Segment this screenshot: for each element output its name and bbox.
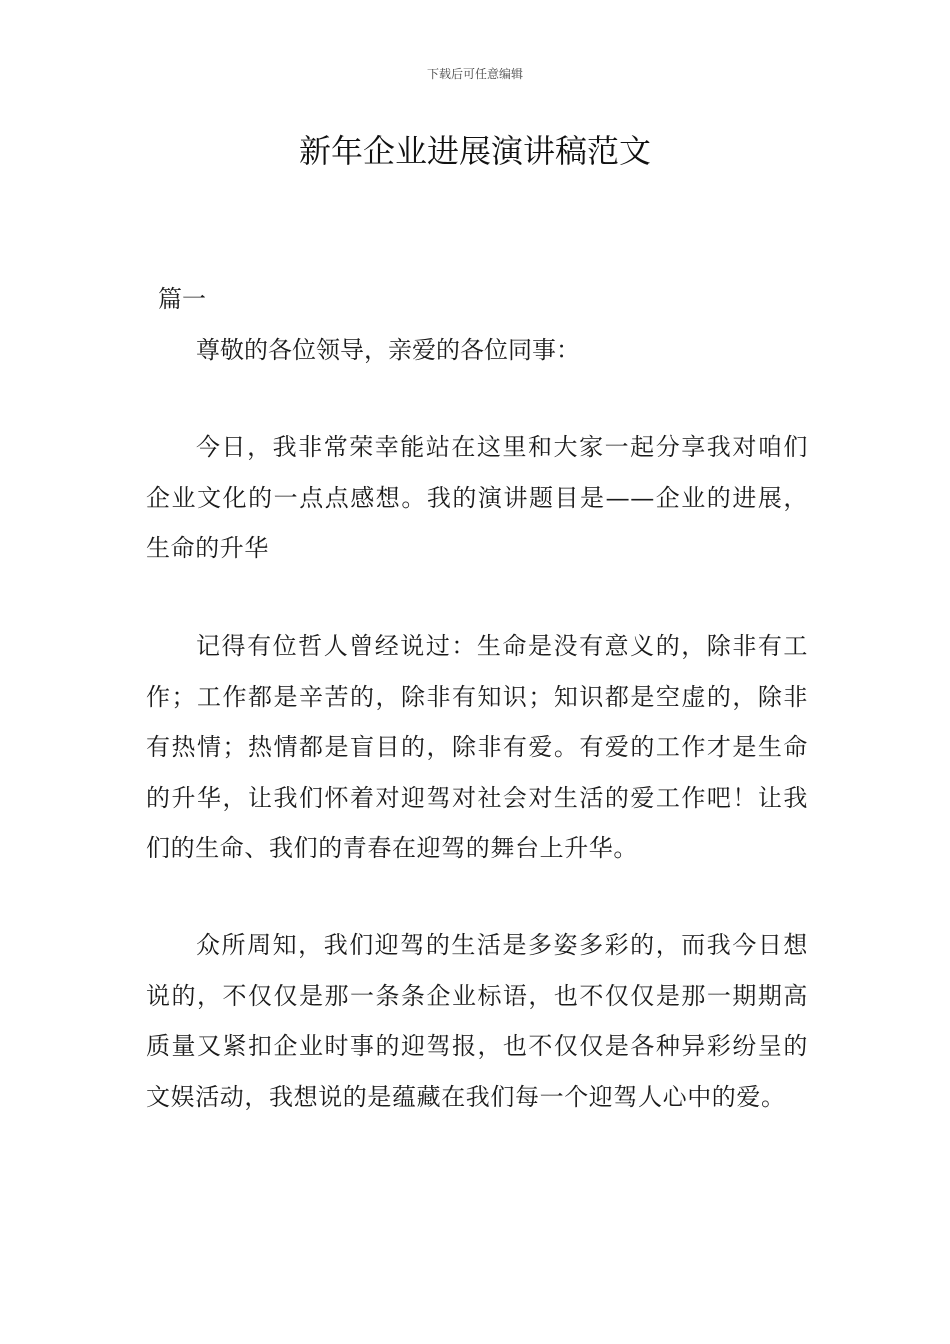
section-label: 篇一 xyxy=(158,285,206,313)
paragraph-3: 众所周知，我们迎驾的生活是多姿多彩的，而我今日想说的，不仅仅是那一条条企业标语，也不仅仅是那一期期高质量又紧扣企业时事的迎驾报，也不仅仅是各种异彩纷呈的文娱活动，我想说的是蕴藏在我们每一个迎驾人心中的爱。 xyxy=(146,931,808,1111)
document-title: 新年企业进展演讲稿范文 xyxy=(298,132,651,170)
salutation: 尊敬的各位领导，亲爱的各位同事： xyxy=(196,336,580,364)
paragraph-1: 今日，我非常荣幸能站在这里和大家一起分享我对咱们企业文化的一点点感想。我的演讲题目是——企业的进展，生命的升华 xyxy=(146,433,808,562)
header-note: 下载后可任意编辑 xyxy=(426,67,523,81)
paragraph-2: 记得有位哲人曾经说过：生命是没有意义的，除非有工作；工作都是辛苦的，除非有知识；知识都是空虚的，除非有热情；热情都是盲目的，除非有爱。有爱的工作才是生命的升华，让我们怀着对迎驾对社会对生活的爱工作吧！让我们的生命、我们的青春在迎驾的舞台上升华。 xyxy=(146,632,808,862)
